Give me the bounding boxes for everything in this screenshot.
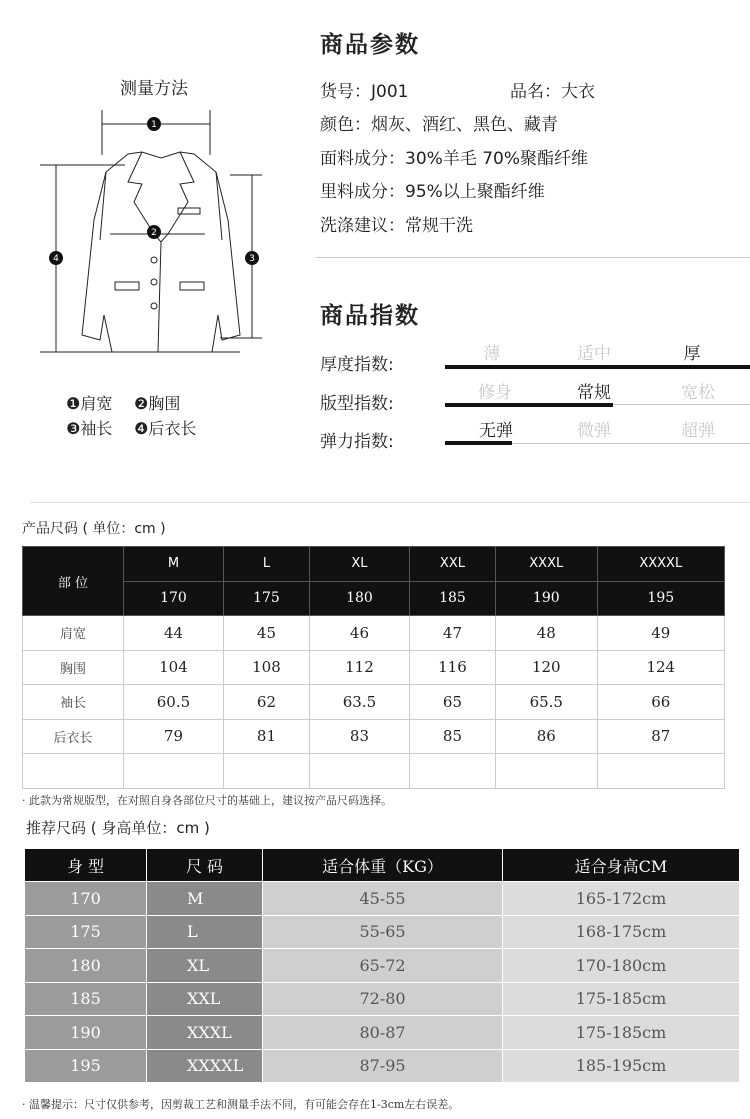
row-label: 肩宽 — [23, 616, 124, 651]
cell: 60.5 — [124, 685, 224, 720]
legend-sleeve: ❸袖长 — [66, 419, 113, 438]
cell: 45 — [223, 616, 309, 651]
table-row-empty — [23, 754, 725, 789]
cell: 175-185cm — [503, 1016, 740, 1050]
cell: 165-172cm — [503, 882, 740, 916]
cell: 170-180cm — [503, 949, 740, 983]
size-header: XL — [310, 547, 410, 582]
cell — [223, 754, 309, 789]
corner-cell: 部 位 — [23, 547, 124, 616]
cell: 112 — [310, 650, 410, 685]
cell: 175-185cm — [503, 982, 740, 1016]
row-label: 后衣长 — [23, 719, 124, 754]
cell: 87-95 — [263, 1049, 503, 1083]
cell: 83 — [310, 719, 410, 754]
size-table — [22, 546, 725, 789]
cell: XXL — [147, 982, 263, 1016]
thickness-medium: 适中 — [577, 344, 611, 364]
stretch-label: 弹力指数: — [320, 432, 394, 452]
cell — [23, 754, 124, 789]
cell: 175 — [25, 915, 147, 949]
cell — [310, 754, 410, 789]
thickness-bar — [445, 365, 750, 369]
table-row — [23, 719, 725, 754]
divider — [316, 257, 750, 258]
cell: 81 — [223, 719, 309, 754]
size-table-title: 产品尺码 ( 单位：cm ) — [22, 521, 166, 537]
divider — [30, 502, 750, 503]
height-header: 180 — [310, 581, 410, 616]
thickness-thin: 薄 — [483, 344, 501, 364]
legend-back-length: ❹后衣长 — [134, 419, 197, 438]
cell: 120 — [496, 650, 598, 685]
header-cell: 适合身高CM — [503, 849, 740, 882]
cell: 72-80 — [263, 982, 503, 1016]
size-note: · 此款为常规版型，在对照自身各部位尺寸的基础上，建议按产品尺码选择。 — [22, 794, 392, 807]
height-header: 190 — [496, 581, 598, 616]
size-header: XXXXL — [597, 547, 724, 582]
legend-shoulder: ❶肩宽 — [66, 394, 113, 413]
height-header: 170 — [124, 581, 224, 616]
header-cell: 适合体重（KG） — [263, 849, 503, 882]
header-cell: 身 型 — [25, 849, 147, 882]
table-row — [25, 1049, 740, 1083]
cell: 195 — [25, 1049, 147, 1083]
height-header: 175 — [223, 581, 309, 616]
cell — [597, 754, 724, 789]
cell: 55-65 — [263, 915, 503, 949]
cell: 46 — [310, 616, 410, 651]
fit-bar — [445, 403, 613, 407]
cell: 63.5 — [310, 685, 410, 720]
params-title: 商品参数 — [320, 32, 420, 58]
table-row — [25, 1016, 740, 1050]
cell — [409, 754, 495, 789]
fit-label: 版型指数: — [320, 394, 394, 414]
stretch-bar — [445, 441, 512, 445]
param-lining: 里料成分：95%以上聚酯纤维 — [320, 182, 545, 202]
index-title: 商品指数 — [320, 303, 420, 329]
legend-chest: ❷胸围 — [134, 394, 181, 413]
cell: 185 — [25, 982, 147, 1016]
measure-title: 测量方法 — [120, 79, 188, 99]
cell: 116 — [409, 650, 495, 685]
table-row — [25, 882, 740, 916]
rec-table-title: 推荐尺码 ( 身高单位：cm ) — [26, 819, 210, 837]
param-color: 颜色：烟灰、酒红、黑色、藏青 — [320, 115, 558, 135]
rec-table — [24, 848, 740, 1083]
cell: XXXL — [147, 1016, 263, 1050]
cell: 190 — [25, 1016, 147, 1050]
jacket-diagram — [30, 110, 280, 360]
cell: XL — [147, 949, 263, 983]
cell: 168-175cm — [503, 915, 740, 949]
param-fabric: 面料成分：30%羊毛 70%聚酯纤维 — [320, 149, 588, 169]
cell: 180 — [25, 949, 147, 983]
cell: 44 — [124, 616, 224, 651]
cell: 65.5 — [496, 685, 598, 720]
cell: 79 — [124, 719, 224, 754]
cell: 65-72 — [263, 949, 503, 983]
cell: M — [147, 882, 263, 916]
cell: 62 — [223, 685, 309, 720]
cell: 104 — [124, 650, 224, 685]
footer-note: · 温馨提示：尺寸仅供参考，因剪裁工艺和测量手法不同，有可能会存在1-3cm左右误差。 — [22, 1098, 460, 1111]
cell: 47 — [409, 616, 495, 651]
param-name: 品名：大衣 — [510, 82, 595, 102]
header-cell: 尺 码 — [147, 849, 263, 882]
cell: L — [147, 915, 263, 949]
svg-text:3: 3 — [249, 254, 255, 264]
height-header: 195 — [597, 581, 724, 616]
cell: 80-87 — [263, 1016, 503, 1050]
table-row — [25, 915, 740, 949]
stretch-super: 超弹 — [681, 421, 715, 441]
row-label: 袖长 — [23, 685, 124, 720]
fit-loose: 宽松 — [681, 383, 715, 403]
cell: 86 — [496, 719, 598, 754]
size-header: M — [124, 547, 224, 582]
cell: 85 — [409, 719, 495, 754]
thickness-thick: 厚 — [683, 344, 701, 364]
cell: 87 — [597, 719, 724, 754]
size-header: L — [223, 547, 309, 582]
table-row — [23, 685, 725, 720]
cell: 185-195cm — [503, 1049, 740, 1083]
param-item-no: 货号：J001 — [320, 82, 409, 102]
size-header: XXXL — [496, 547, 598, 582]
stretch-none: 无弹 — [479, 421, 513, 441]
fit-slim: 修身 — [478, 383, 512, 403]
cell: 66 — [597, 685, 724, 720]
table-row — [25, 949, 740, 983]
cell — [124, 754, 224, 789]
cell: 170 — [25, 882, 147, 916]
cell: XXXXL — [147, 1049, 263, 1083]
table-row — [23, 616, 725, 651]
cell — [496, 754, 598, 789]
svg-text:2: 2 — [151, 228, 157, 238]
stretch-slight: 微弹 — [577, 421, 611, 441]
thickness-label: 厚度指数: — [320, 355, 394, 375]
cell: 108 — [223, 650, 309, 685]
svg-text:4: 4 — [53, 254, 59, 264]
cell: 49 — [597, 616, 724, 651]
cell: 45-55 — [263, 882, 503, 916]
svg-text:1: 1 — [151, 120, 157, 130]
table-row — [25, 982, 740, 1016]
cell: 124 — [597, 650, 724, 685]
cell: 65 — [409, 685, 495, 720]
height-header: 185 — [409, 581, 495, 616]
table-row — [23, 650, 725, 685]
cell: 48 — [496, 616, 598, 651]
fit-regular: 常规 — [577, 383, 611, 403]
size-header: XXL — [409, 547, 495, 582]
param-wash: 洗涤建议：常规干洗 — [320, 216, 473, 236]
row-label: 胸围 — [23, 650, 124, 685]
